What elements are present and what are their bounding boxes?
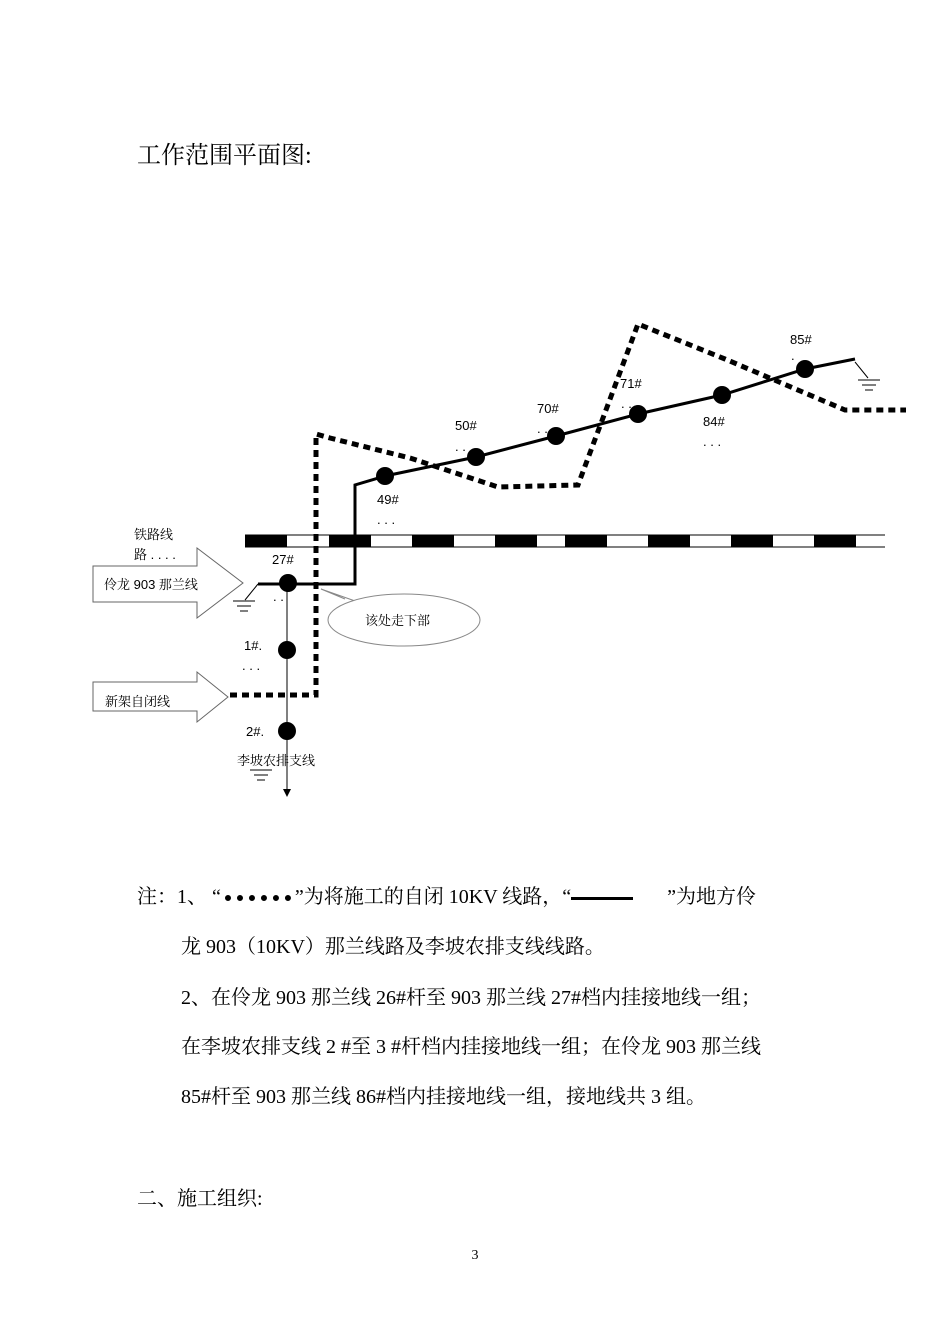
branch-arrow-icon [283, 789, 291, 797]
pole-1-dots: . . . [242, 658, 261, 673]
pole-50-marker [467, 448, 485, 466]
railway-label-1: 铁路线 [134, 527, 174, 542]
page-number: 3 [471, 1248, 479, 1263]
note-suffix: ”为地方伶 [667, 886, 757, 908]
pole-49-dots: . . . [377, 512, 396, 527]
callout-label: 该处走下部 [365, 613, 431, 628]
note-line-4: 在李坡农排支线 2 #至 3 #杆档内挂接地线一组；在伶龙 903 那兰线 [181, 1036, 761, 1058]
pole-84-label: 84# [703, 414, 725, 429]
pole-84-dots: . . . [703, 434, 722, 449]
railway [245, 535, 885, 547]
pole-70-label: 70# [537, 401, 559, 416]
callout-bubble [321, 589, 480, 646]
pole-70-dots: . . [537, 421, 548, 436]
existing-line [258, 359, 855, 584]
new-line [230, 324, 906, 695]
section-title: 二、施工组织: [137, 1188, 263, 1210]
note-line-5: 85#杆至 903 那兰线 86#档内挂接地线一组，接地线共 3 组。 [181, 1086, 706, 1108]
pole-27-label: 27# [272, 552, 294, 567]
ground-symbol-icon [250, 770, 272, 780]
pole-1-label: 1#. [244, 638, 263, 653]
ground-symbol-icon [855, 362, 880, 390]
pole-85-dots: . [791, 348, 795, 363]
page-title: 工作范围平面图: [137, 143, 312, 169]
pole-2-label: 2#. [246, 724, 265, 739]
solid-line-legend-icon [571, 897, 633, 900]
pole-50-dots: . . [455, 439, 466, 454]
pole-85-label: 85# [790, 332, 812, 347]
pole-1-marker [278, 641, 296, 659]
note-mid: ”为将施工的自闭 10KV 线路，“ [294, 886, 572, 908]
note-line-2: 龙 903（10KV）那兰线路及李坡农排支线线路。 [181, 936, 605, 958]
pole-49-marker [376, 467, 394, 485]
new-line-arrow-label: 新架自闭线 [105, 694, 171, 709]
pole-27-dots: . . [273, 589, 284, 604]
pole-70-marker [547, 427, 565, 445]
pole-71-dots: . . [621, 396, 632, 411]
railway-label-2: 路 . . . . [134, 547, 176, 562]
pole-50-label: 50# [455, 418, 477, 433]
pole-84-marker [713, 386, 731, 404]
note-line-1 [137, 882, 756, 912]
linglong-arrow-label: 伶龙 903 那兰线 [104, 577, 198, 592]
note-line-3: 2、在伶龙 903 那兰线 26#杆至 903 那兰线 27#档内挂接地线一组； [181, 987, 761, 1009]
dotted-line-legend-icon [225, 895, 291, 901]
pole-2-marker [278, 722, 296, 740]
pole-49-label: 49# [377, 492, 399, 507]
pole-85-marker [796, 360, 814, 378]
branch-line-label: 李坡农排支线 [237, 753, 316, 768]
note-prefix: 注：1、 “ [137, 886, 221, 908]
pole-71-label: 71# [620, 376, 642, 391]
new-line-arrow [93, 672, 228, 722]
